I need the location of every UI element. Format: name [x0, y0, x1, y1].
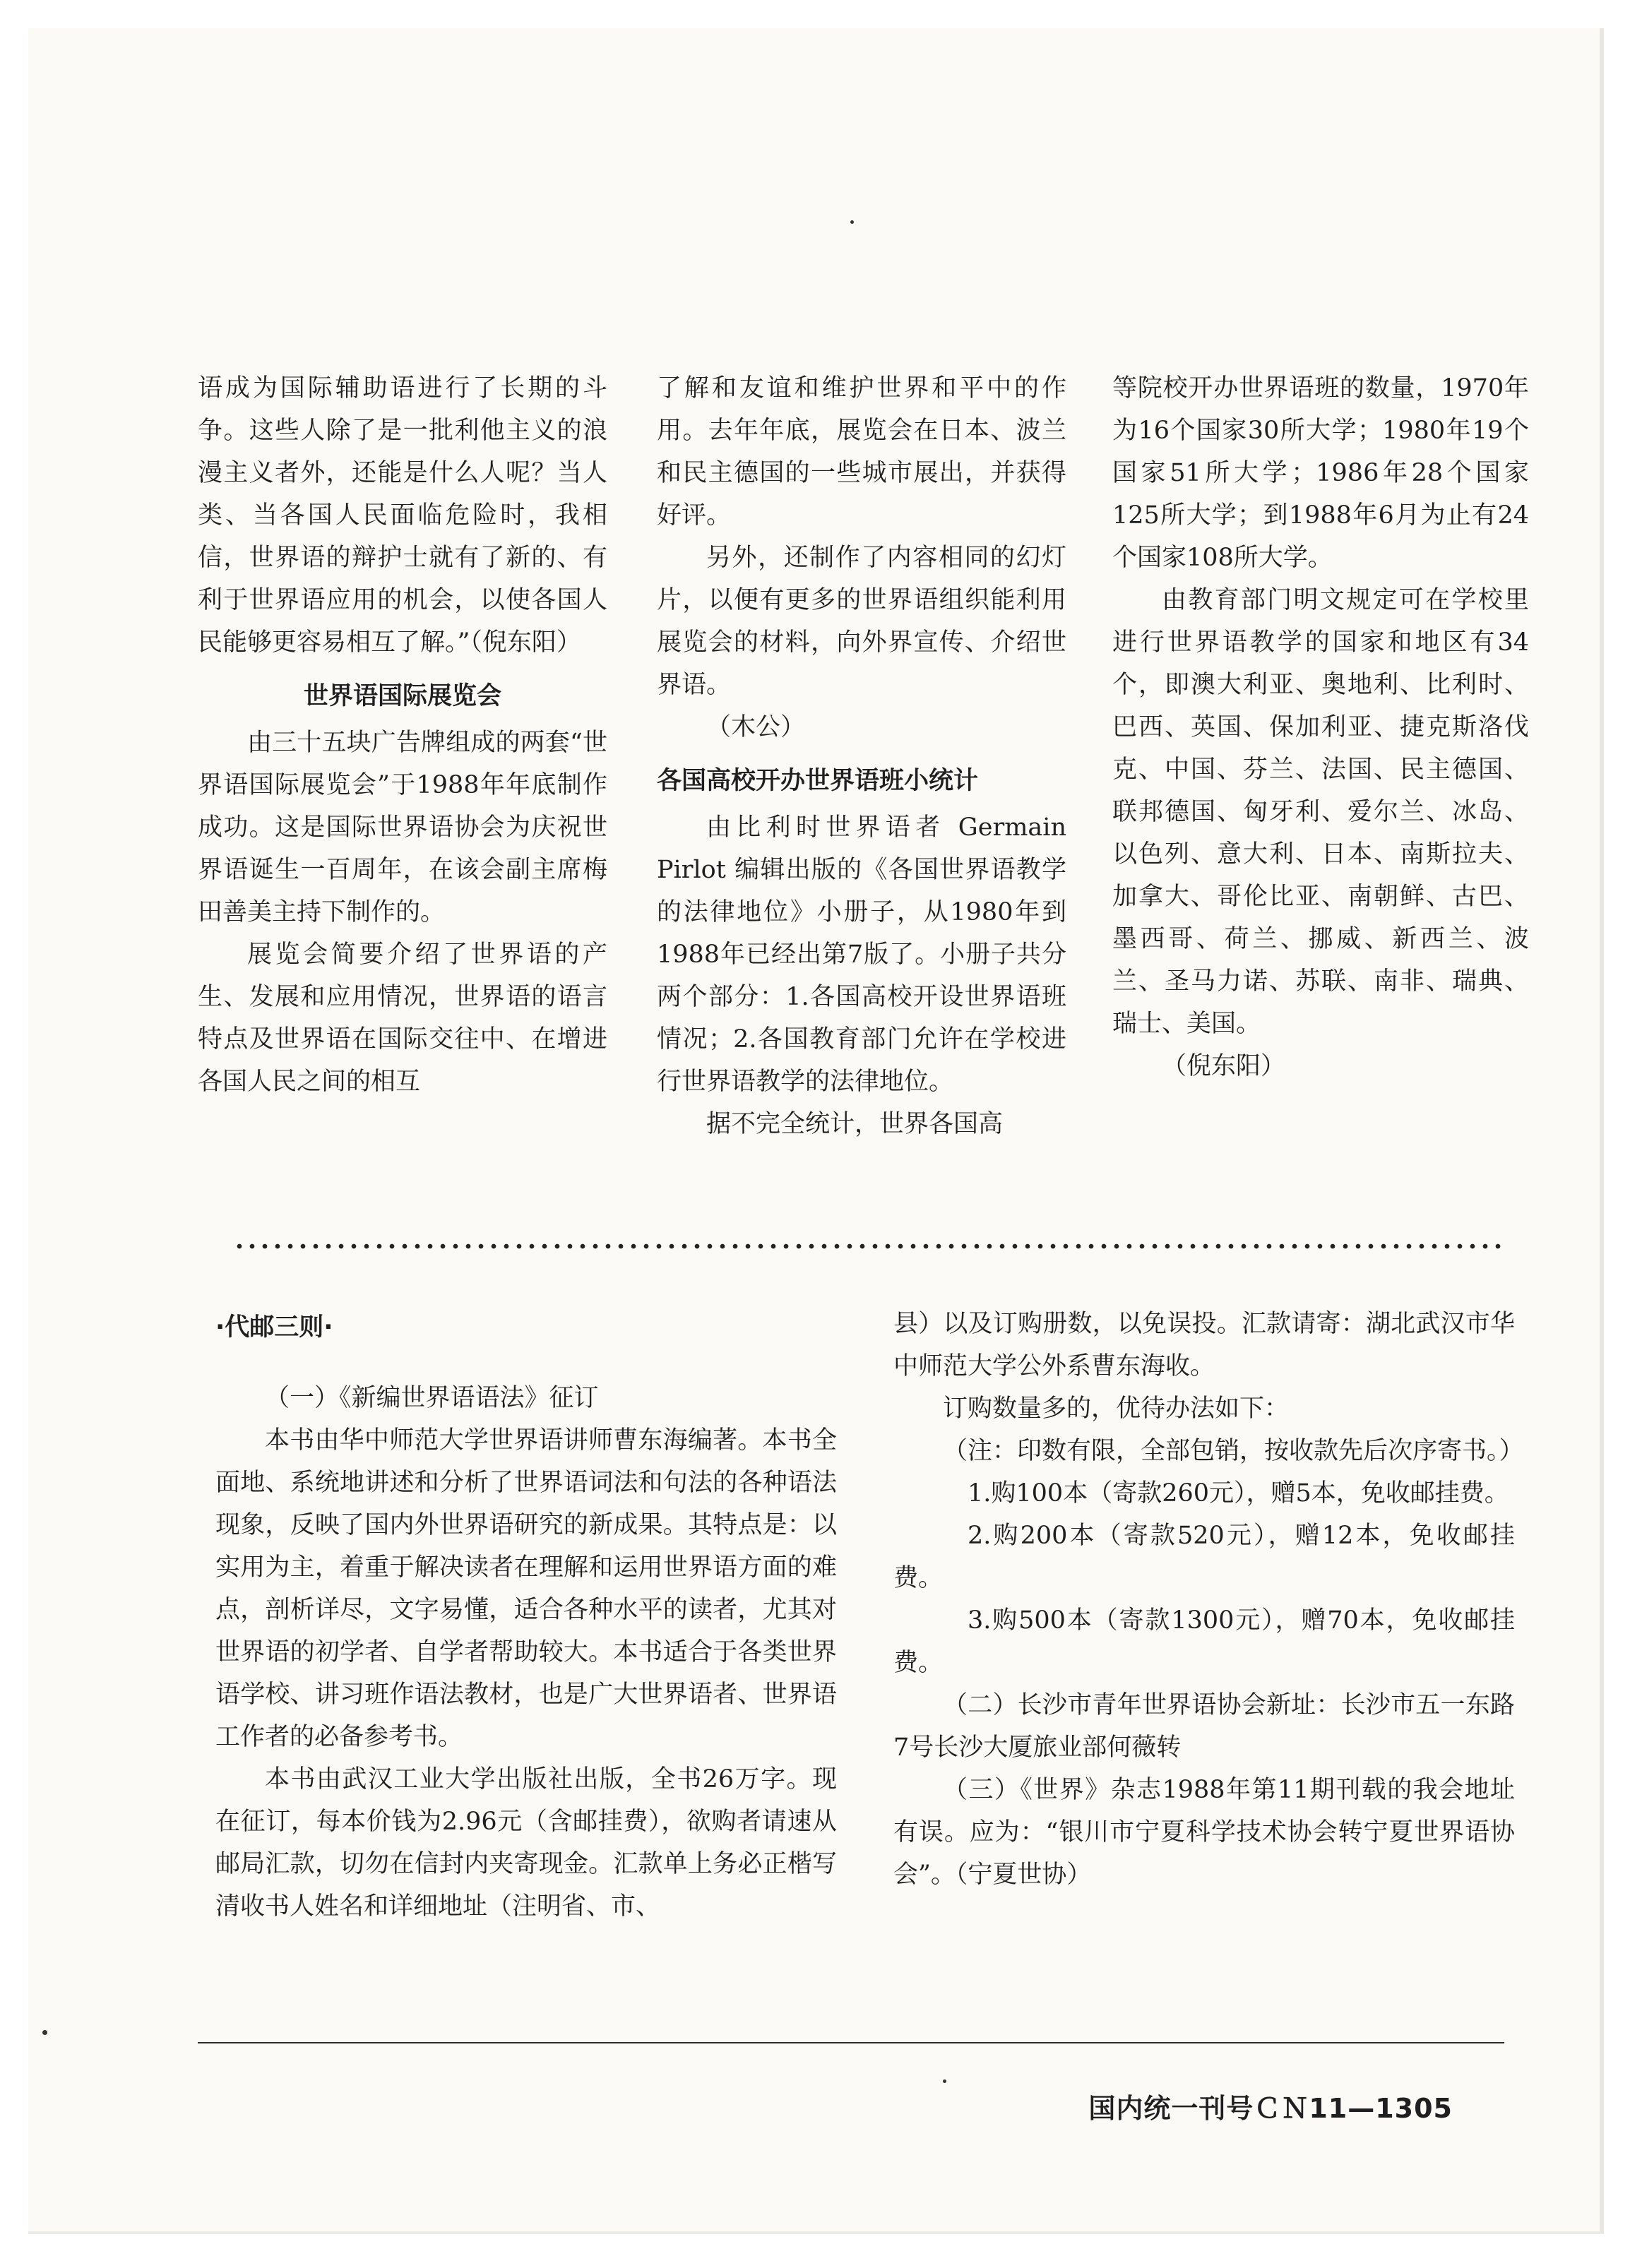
- speck: [850, 220, 854, 224]
- upper-column-3: [1112, 367, 1529, 1087]
- paragraph: 本书由华中师范大学世界语讲师曹东海编著。本书全面地、系统地讲述和分析了世界语词法和句法的各种语法现象，反映了国内外世界语研究的新成果。其特点是：以实用为主，着重于解决读者在理解和运用世界语方面的难点，剖析详尽，文字易懂，适合各种水平的读者，尤其对世界语的初学者、自学者帮助较大。本书适合于各类世界语学校、讲习班作语法教材，也是广大世界语者、世界语工作者的必备参考书。: [215, 1426, 837, 1751]
- paragraph: 另外，还制作了内容相同的幻灯片，以便有更多的世界语组织能利用展览会的材料，向外界宣传、介绍世界语。: [657, 544, 1066, 699]
- discount-item: 2.购200本（寄款520元），赠12本，免收邮挂费。: [893, 1522, 1515, 1592]
- paragraph: 展览会简要介绍了世界语的产生、发展和应用情况，世界语的语言特点及世界语在国际交往中、在增进各国人民之间的相互: [198, 941, 607, 1096]
- paragraph: 由比利时世界语者 Germain Pirlot 编辑出版的《各国世界语教学的法律地位》小册子，从1980年到1988年已经出第7版了。小册子共分两个部分：1.各国高校开设世界语班情况；2.各国教育部门允许在学校进行世界语教学的法律地位。: [657, 813, 1066, 1096]
- paragraph: 等院校开办世界语班的数量，1970年为16个国家30所大学；1980年19个国家51所大学；1986年28个国家125所大学；到1988年6月为止有24个国家108所大学。: [1112, 374, 1529, 572]
- expo-section-title: 世界语国际展览会: [303, 682, 501, 710]
- paragraph: 语成为国际辅助语进行了长期的斗争。这些人除了是一批利他主义的浪漫主义者外，还能是什么人呢？当人类、当各国人民面临危险时，我相信，世界语的辩护士就有了新的、有利于世界语应用的机会，以使各国人民能够更容易相互了解。”（倪东阳）: [198, 374, 607, 657]
- paragraph: 本书由武汉工业大学出版社出版，全书26万字。现在征订，每本价钱为2.96元（含邮挂费），欲购者请速从邮局汇款，切勿在信封内夹寄现金。汇款单上务必正楷写清收书人姓名和详细地址（注明省、市、: [215, 1765, 837, 1921]
- discount-item: 1.购100本（寄款260元），赠5本，免收邮挂费。: [968, 1479, 1509, 1508]
- discount-item: 3.购500本（寄款1300元），赠70本，免收邮挂费。: [893, 1606, 1515, 1677]
- notice-item-3: （三）《世界》杂志1988年第11期刊载的我会地址有误。应为：“银川市宁夏科学技术协会转宁夏世界语协会”。（宁夏世协）: [893, 1776, 1515, 1889]
- speck: [42, 2030, 47, 2035]
- notice-heading: ·代邮三则·: [215, 1313, 333, 1342]
- notice-item-title: （一）《新编世界语语法》征订: [265, 1384, 599, 1412]
- upper-column-2: [657, 367, 1066, 1145]
- upper-column-1: [198, 367, 607, 1103]
- paragraph: 由教育部门明文规定可在学校里进行世界语教学的国家和地区有34个，即澳大利亚、奥地利、比利时、巴西、英国、保加利亚、捷克斯洛伐克、中国、芬兰、法国、民主德国、联邦德国、匈牙利、爱尔兰、冰岛、以色列、意大利、日本、南斯拉夫、加拿大、哥伦比亚、南朝鲜、古巴、墨西哥、荷兰、挪威、新西兰、波兰、圣马力诺、苏联、南非、瑞典、瑞士、美国。: [1112, 586, 1529, 1038]
- paragraph: 据不完全统计，世界各国高: [706, 1110, 1004, 1138]
- discount-note: （注：印数有限，全部包销，按收款先后次序寄书。）: [943, 1437, 1524, 1465]
- speck: [943, 2079, 946, 2083]
- publication-code: 国内统一刊号ＣＮ11—1305: [1088, 2093, 1453, 2124]
- notice-column-1: [215, 1306, 837, 1928]
- author-byline: （倪东阳）: [1162, 1052, 1286, 1080]
- dotted-divider: [233, 1241, 1504, 1251]
- magazine-page: [28, 28, 1604, 2234]
- stats-section-title: 各国高校开办世界语班小统计: [657, 767, 979, 795]
- notice-column-2: [893, 1303, 1524, 1896]
- author-byline: （木公）: [706, 713, 806, 741]
- discount-intro: 订购数量多的，优待办法如下：: [943, 1395, 1290, 1423]
- paragraph: 了解和友谊和维护世界和平中的作用。去年年底，展览会在日本、波兰和民主德国的一些城市展出，并获得好评。: [657, 374, 1066, 530]
- notice-item-2: （二）长沙市青年世界语协会新址：长沙市五一东路7号长沙大厦旅业部何薇转: [893, 1691, 1515, 1762]
- paragraph: 由三十五块广告牌组成的两套“世界语国际展览会”于1988年年底制作成功。这是国际世界语协会为庆祝世界语诞生一百周年，在该会副主席梅田善美主持下制作的。: [198, 729, 607, 926]
- paragraph: 县）以及订购册数，以免误投。汇款请寄：湖北武汉市华中师范大学公外系曹东海收。: [893, 1310, 1515, 1380]
- footer-rule: [198, 2042, 1504, 2043]
